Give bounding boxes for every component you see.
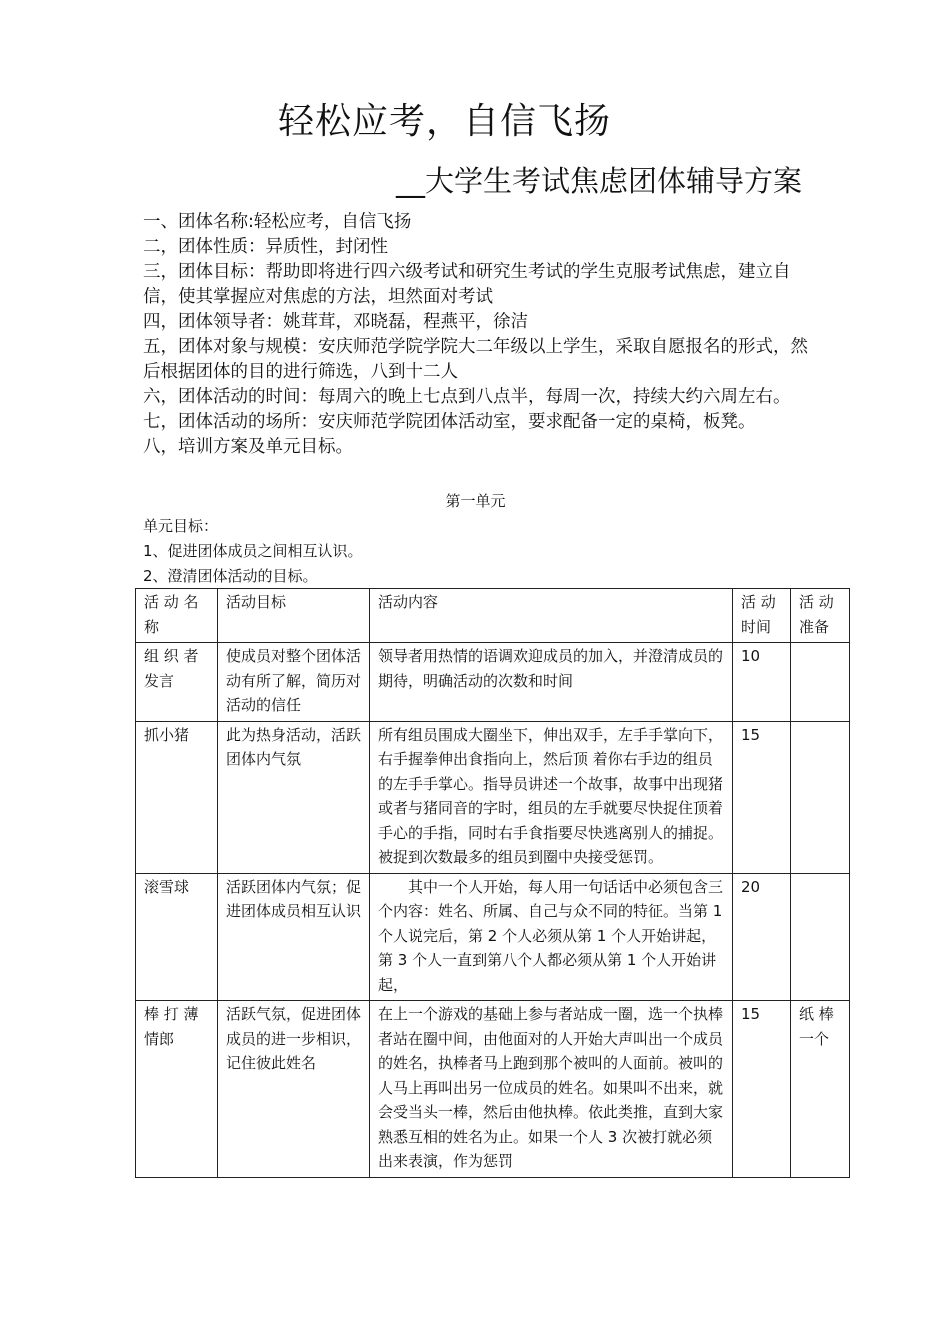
unit-title: 第一单元 xyxy=(445,492,506,510)
header-activity-name: 活 动 名称 xyxy=(136,589,218,643)
cell-activity-goal: 活跃气氛，促进团体成员的进一步相识，记住彼此姓名 xyxy=(218,1001,370,1178)
table-row xyxy=(136,1001,850,1178)
table-header-row xyxy=(136,589,850,643)
cell-activity-time: 10 xyxy=(733,643,791,722)
outline-item-training: 八，培训方案及单元目标。 xyxy=(143,437,353,457)
cell-activity-goal: 此为热身活动，活跃团体内气氛 xyxy=(218,721,370,873)
document-title: 轻松应考，自信飞扬 xyxy=(278,101,612,142)
table-row xyxy=(136,643,850,722)
cell-activity-prep xyxy=(791,873,850,1001)
plan-outline xyxy=(143,210,818,460)
cell-activity-name: 棒 打 薄情郎 xyxy=(136,1001,218,1178)
outline-item-nature: 二，团体性质：异质性，封闭性 xyxy=(143,237,388,257)
cell-activity-name: 滚雪球 xyxy=(136,873,218,1001)
cell-activity-content: 其中一个人开始，每人用一句话话中必须包含三个内容：姓名、所属、自己与众不同的特征。当第 1 个人说完后，第 2 个人必须从第 1 个人开始讲起，第 3 个人一直到第八个人都必须从第 1 个人开始讲起， xyxy=(370,873,733,1001)
cell-activity-name: 组 织 者发言 xyxy=(136,643,218,722)
table-row xyxy=(136,721,850,873)
header-activity-time: 活 动时间 xyxy=(733,589,791,643)
document-subtitle: __大学生考试焦虑团体辅导方案 xyxy=(396,164,803,198)
activity-table xyxy=(135,588,850,1178)
cell-activity-time: 15 xyxy=(733,721,791,873)
table-row xyxy=(136,873,850,1001)
cell-activity-time: 15 xyxy=(733,1001,791,1178)
unit-goal-item: 1、促进团体成员之间相互认识。 xyxy=(143,542,363,560)
cell-activity-content: 领导者用热情的语调欢迎成员的加入，并澄清成员的期待，明确活动的次数和时间 xyxy=(370,643,733,722)
cell-activity-goal: 使成员对整个团体活动有所了解，简历对活动的信任 xyxy=(218,643,370,722)
unit-goals xyxy=(143,514,363,589)
header-activity-content: 活动内容 xyxy=(370,589,733,643)
outline-item-name: 一、团体名称:轻松应考，自信飞扬 xyxy=(143,212,412,232)
cell-activity-time: 20 xyxy=(733,873,791,1001)
outline-item-target: 五，团体对象与规模：安庆师范学院学院大二年级以上学生，采取自愿报名的形式，然后根据团体的目的进行筛选，八到十二人 xyxy=(143,337,808,382)
cell-activity-prep xyxy=(791,721,850,873)
cell-activity-content: 在上一个游戏的基础上参与者站成一圈，选一个执棒者站在圈中间，由他面对的人开始大声叫出一个成员的姓名，执棒者马上跑到那个被叫的人面前。被叫的人马上再叫出另一位成员的姓名。如果叫不出来，就会受当头一棒，然后由他执棒。依此类推，直到大家熟悉互相的姓名为止。如果一个人 3 次被打就必须出来表演，作为惩罚 xyxy=(370,1001,733,1178)
cell-activity-goal: 活跃团体内气氛；促进团体成员相互认识 xyxy=(218,873,370,1001)
outline-item-time: 六，团体活动的时间：每周六的晚上七点到八点半，每周一次，持续大约六周左右。 xyxy=(143,387,791,407)
cell-activity-name: 抓小猪 xyxy=(136,721,218,873)
outline-item-leaders: 四，团体领导者：姚茸茸，邓晓磊，程燕平，徐洁 xyxy=(143,312,528,332)
header-activity-prep: 活 动准备 xyxy=(791,589,850,643)
header-activity-goal: 活动目标 xyxy=(218,589,370,643)
unit-goal-item: 2、澄清团体活动的目标。 xyxy=(143,567,318,585)
unit-goals-label: 单元目标： xyxy=(143,517,219,535)
cell-activity-prep xyxy=(791,643,850,722)
cell-activity-prep: 纸 棒 一个 xyxy=(791,1001,850,1178)
cell-activity-content: 所有组员围成大圈坐下，伸出双手，左手手掌向下，右手握拳伸出食指向上，然后顶 着你右手边的组员的左手手掌心。指导员讲述一个故事，故事中出现猪或者与猪同音的字时，组员的左手就要尽快捉住顶着手心的手指，同时右手食指要尽快逃离别人的捕捉。被捉到次数最多的组员到圈中央接受惩罚。 xyxy=(370,721,733,873)
outline-item-place: 七，团体活动的场所：安庆师范学院团体活动室，要求配备一定的桌椅，板凳。 xyxy=(143,412,756,432)
outline-item-goal: 三，团体目标：帮助即将进行四六级考试和研究生考试的学生克服考试焦虑，建立自信，使其掌握应对焦虑的方法，坦然面对考试 xyxy=(143,262,791,307)
